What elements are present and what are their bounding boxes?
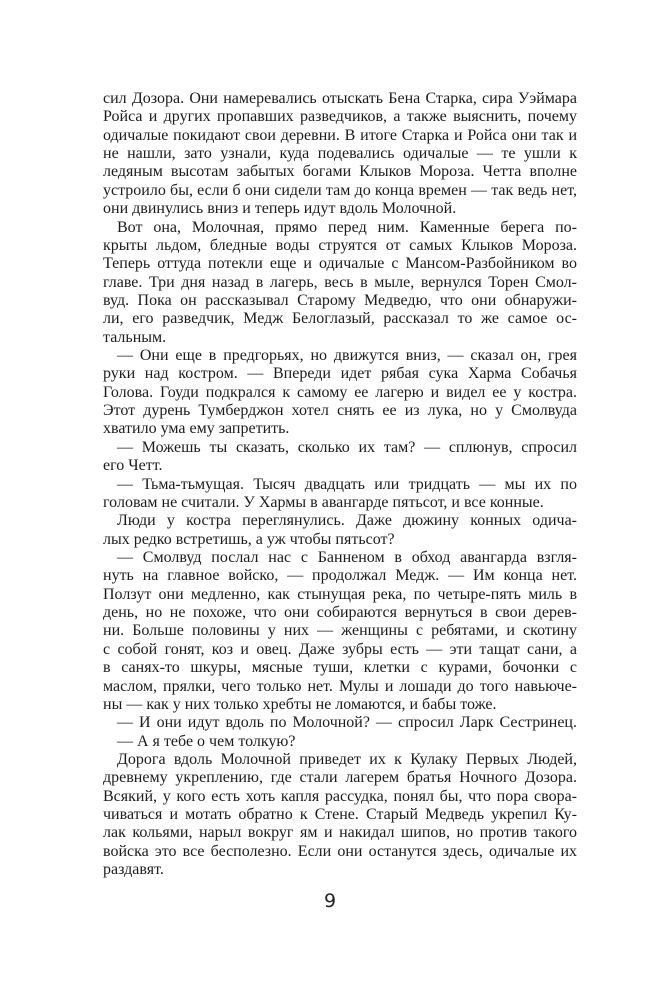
text-line: тальным. xyxy=(103,328,167,346)
text-line: ледяным высотам забытых богами Клыков Мороза. Четта вполне xyxy=(103,163,577,181)
text-line: руки над костром. — Впереди идет рябая сука Харма Собачья xyxy=(103,365,577,383)
text-line: Вот она, Молочная, прямо перед ним. Каменные берега по- xyxy=(117,218,577,236)
text-line: Этот дурень Тумберджон хотел снять ее из лука, но у Смолвуда xyxy=(103,402,577,420)
text-line: крыты льдом, бледные воды струятся от самых Клыков Мороза. xyxy=(103,236,577,254)
text-line: Ройса и других пропавших разведчиков, а также выяснить, почему xyxy=(103,108,577,126)
text-line: — Они еще в предгорьях, но движутся вниз, — сказал он, грея xyxy=(117,347,577,365)
text-line: нуть на главное войско, — продолжал Медж. — Им конца нет. xyxy=(103,567,577,585)
text-line: ни. Больше половины у них — женщины с ребятами, и скотину xyxy=(103,622,577,640)
text-line: его Четт. xyxy=(103,457,163,475)
book-page-text xyxy=(103,90,577,879)
text-line: древнему укреплению, где стали лагерем братья Ночного Дозора. xyxy=(103,769,577,787)
text-line: не нашли, зато узнали, куда подевались одичалые — те ушли к xyxy=(103,145,577,163)
text-line: лак кольями, нарыл вокруг ям и накидал шипов, но против такого xyxy=(103,824,577,842)
page-number: 9 xyxy=(323,890,337,912)
text-line: чиваться и мотать обратно к Стене. Старый Медведь укрепил Ку- xyxy=(103,806,577,824)
text-line: — Тьма-тьмущая. Тысяч двадцать или тридцать — мы их по xyxy=(117,475,577,493)
text-line: одичалые покидают свои деревни. В итоге Старка и Ройса они так и xyxy=(103,126,577,144)
text-line: маслом, прялки, чего только нет. Мулы и лошади до того навьюче- xyxy=(103,677,577,695)
text-line: — И они идут вдоль по Молочной? — спросил Ларк Сестринец. xyxy=(117,714,577,732)
text-line: — Смолвуд послал нас с Банненом в обход авангарда взгля- xyxy=(117,548,577,566)
text-line: день, но не похоже, что они собираются вернуться в свои дерев- xyxy=(103,604,577,622)
text-line: — А я тебе о чем толкую? xyxy=(117,732,296,750)
text-line: хватило ума ему запретить. xyxy=(103,420,290,438)
text-line: ны — как у них только хребты не ломаются, и бабы тоже. xyxy=(103,695,497,713)
text-line: ли, его разведчик, Медж Белоглазый, рассказал то же самое ос- xyxy=(103,310,577,328)
text-line: — Можешь ты сказать, сколько их там? — сплюнув, спросил xyxy=(117,438,577,456)
text-line: сил Дозора. Они намеревались отыскать Бена Старка, сира Уэймара xyxy=(103,90,577,107)
text-line: главе. Три дня назад в лагерь, весь в мыле, вернулся Торен Смол- xyxy=(103,273,577,291)
text-line: в санях-то шкуры, мясные туши, клетки с курами, бочонки с xyxy=(103,659,577,677)
text-line: устроило бы, если б они сидели там до конца времен — так ведь нет, xyxy=(103,181,577,199)
text-line: Голова. Гоуди подкрался к самому ее лагерю и видел ее у костра. xyxy=(103,383,577,401)
text-line: раздавят. xyxy=(103,861,164,879)
text-line: Всякий, у кого есть хоть капля рассудка, понял бы, что пора свора- xyxy=(103,787,577,805)
text-line: с собой гонят, коз и овец. Даже зубры есть — эти тащат сани, а xyxy=(103,640,577,658)
text-line: они двинулись вниз и теперь идут вдоль Молочной. xyxy=(103,200,457,218)
text-line: Теперь оттуда потекли еще и одичалые с Мансом-Разбойником во xyxy=(103,255,577,273)
text-line: лых редко встретишь, а уж чтобы пятьсот? xyxy=(103,530,395,548)
text-line: вуд. Пока он рассказывал Старому Медведю, что они обнаружи- xyxy=(103,291,577,309)
text-line: Люди у костра переглянулись. Даже дюжину конных одича- xyxy=(117,512,577,530)
text-line: войска это все бесполезно. Если они останутся здесь, одичалые их xyxy=(103,842,577,860)
text-line: Ползут они медленно, как стынущая река, по четыре-пять миль в xyxy=(103,585,577,603)
text-line: Дорога вдоль Молочной приведет их к Кулаку Первых Людей, xyxy=(117,750,577,768)
text-line: головам не считали. У Хармы в авангарде пятьсот, и все конные. xyxy=(103,493,544,511)
